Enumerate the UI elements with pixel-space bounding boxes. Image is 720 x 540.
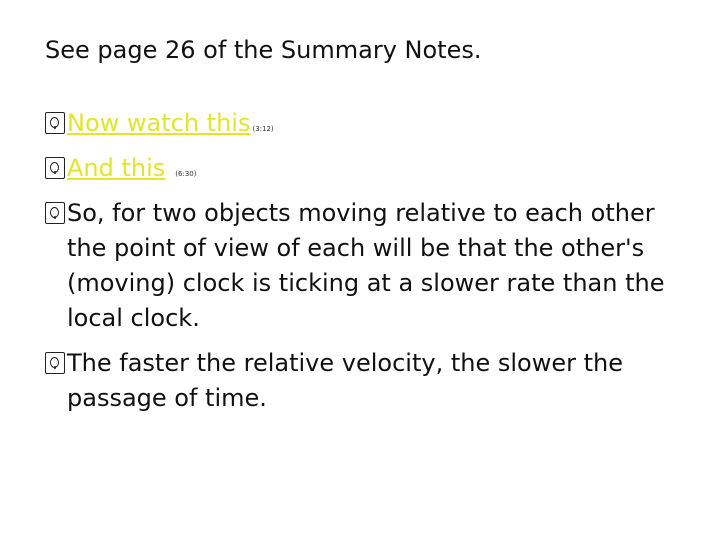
- missing-glyph-icon: [45, 352, 65, 374]
- missing-glyph-icon: [45, 157, 65, 179]
- bullet-text: So, for two objects moving relative to each other the point of view of each will be that the other's (moving) clock is ticking at a slower rate than the local clock.: [67, 199, 665, 332]
- bullet-item-and-this: [45, 151, 695, 186]
- and-this-link[interactable]: And this: [67, 154, 166, 182]
- bullet-item-watch: [45, 106, 695, 141]
- bullet-list: [45, 106, 695, 426]
- now-watch-this-link[interactable]: Now watch this: [67, 109, 251, 137]
- bullet-text: The faster the relative velocity, the slower the passage of time.: [67, 349, 623, 412]
- video-timecode: (6:30): [175, 170, 197, 178]
- missing-glyph-icon: [45, 202, 65, 224]
- bullet-item-relative-motion: [45, 196, 695, 336]
- missing-glyph-icon: [45, 112, 65, 134]
- video-timecode: (3:12): [252, 125, 274, 133]
- bullet-item-velocity: [45, 346, 695, 416]
- slide-title: See page 26 of the Summary Notes.: [45, 36, 482, 64]
